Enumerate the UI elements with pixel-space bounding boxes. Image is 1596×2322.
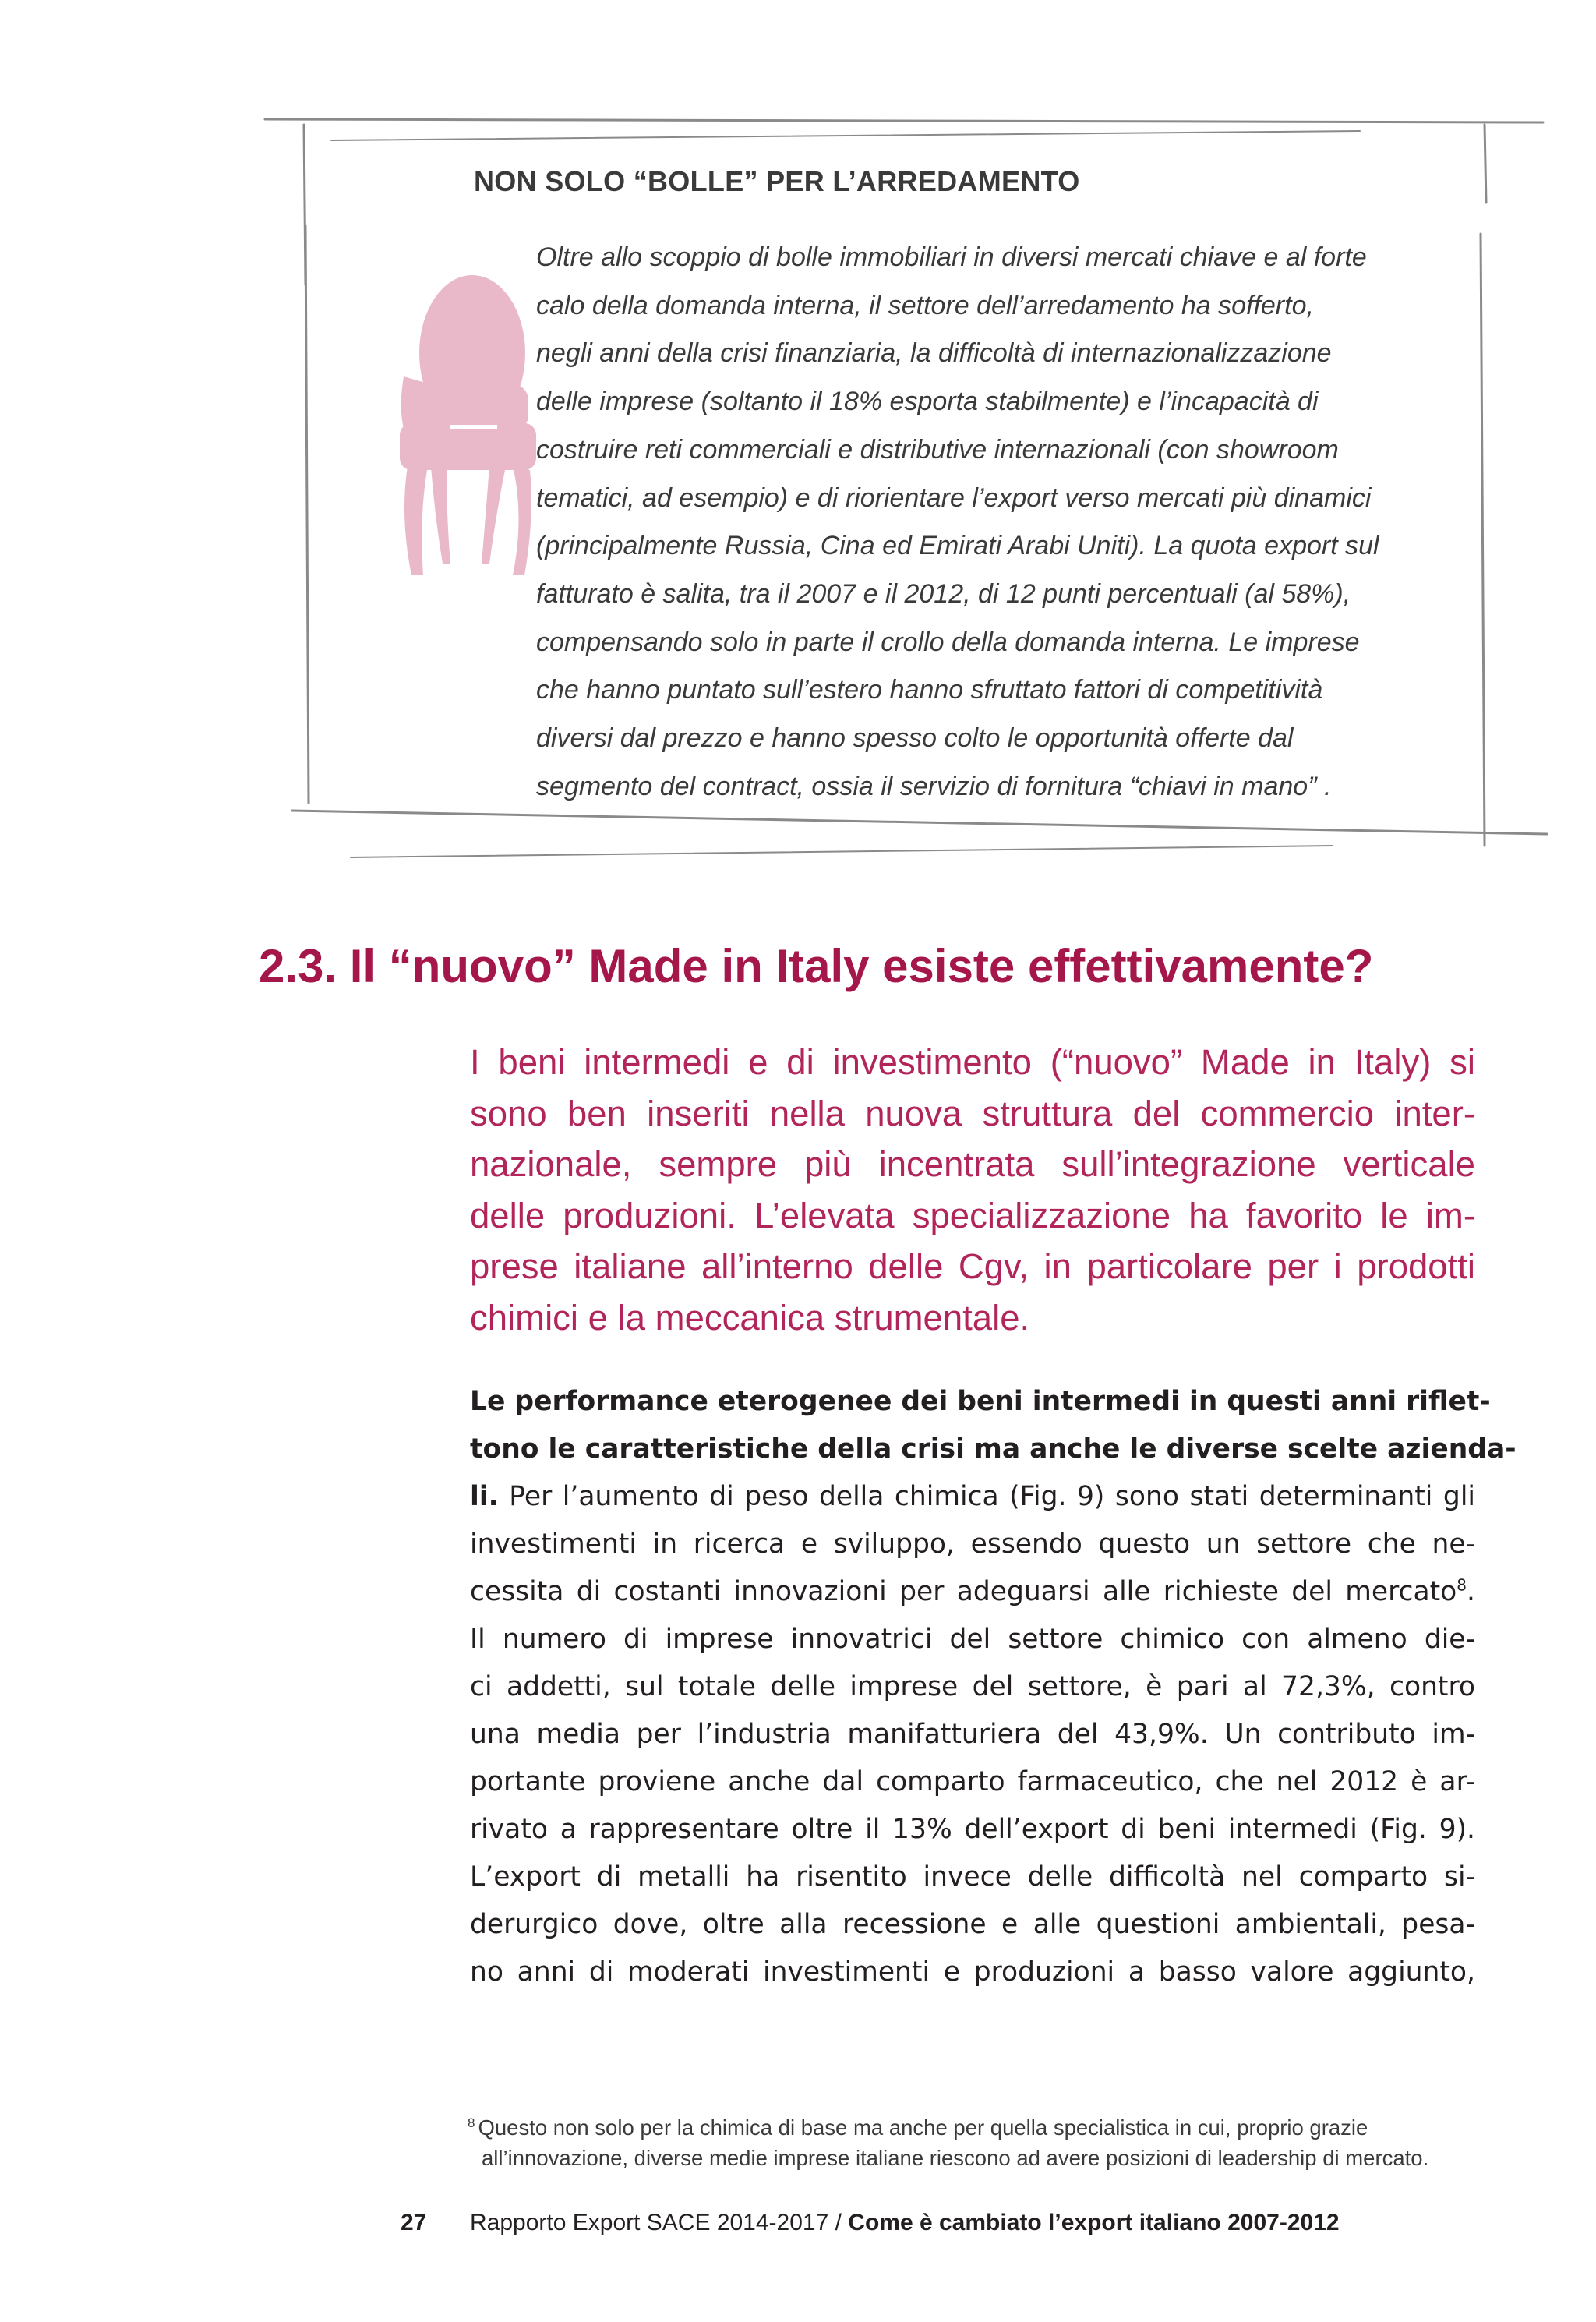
box-text-line: diversi dal prezzo e hanno spesso colto le opportunità offerte dal <box>536 723 1294 754</box>
body-line <box>470 1426 1517 1473</box>
footer-text <box>470 2210 1340 2236</box>
box-title: NON SOLO “BOLLE” PER L’ARREDAMENTO <box>474 165 1080 197</box>
body-line: investimenti in ricerca e sviluppo, essendo questo un settore che ne- <box>470 1529 1475 1560</box>
body-line: L’export di metalli ha risentito invece delle difficoltà nel comparto si- <box>470 1861 1475 1893</box>
box-text-line: calo della domanda interna, il settore dell’arredamento ha sofferto, <box>536 290 1314 320</box>
box-text-line: fatturato è salita, tra il 2007 e il 2012, di 12 punti percentuali (al 58%), <box>536 578 1351 609</box>
body-line: Il numero di imprese innovatrici del settore chimico con almeno die- <box>470 1624 1475 1655</box>
footnote-line <box>468 2112 1481 2143</box>
box-text-line: tematici, ad esempio) e di riorientare l’export verso mercati più dinamici <box>536 482 1372 513</box>
box-text-line: compensando solo in parte il crollo della domanda interna. Le imprese <box>536 627 1360 657</box>
lead-line: prese italiane all’interno delle Cgv, in particolare per i prodotti <box>470 1246 1475 1286</box>
box-text <box>536 234 1456 811</box>
box-text-line: che hanno puntato sull’estero hanno sfruttato fattori di competitività <box>536 675 1323 705</box>
lead-paragraph <box>470 1037 1475 1343</box>
box-text-line: (principalmente Russia, Cina ed Emirati Arabi Uniti). La quota export sul <box>536 531 1379 561</box>
page-number: 27 <box>401 2210 427 2235</box>
body-line: no anni di moderati investimenti e produzioni a basso valore aggiunto, <box>470 1956 1475 1988</box>
section-title: 2.3. Il “nuovo” Made in Italy esiste effettivamente? <box>259 940 1374 992</box>
body-line <box>470 1378 1491 1426</box>
box-text-line: Oltre allo scoppio di bolle immobiliari in diversi mercati chiave e al forte <box>536 242 1367 272</box>
body-line: una media per l’industria manifatturiera del 43,9%. Un contributo im- <box>470 1719 1475 1750</box>
footnote-reference[interactable]: 8 <box>1457 1575 1467 1595</box>
body-text: cessita di costanti innovazioni per adeguarsi alle richieste del mercato <box>470 1576 1457 1607</box>
lead-line: delle produzioni. L’elevata specializzazione ha favorito le im- <box>470 1195 1475 1235</box>
body-line: portante proviene anche dal comparto farmaceutico, che nel 2012 è ar- <box>470 1766 1475 1797</box>
body-bold-text: Le performance eterogenee dei beni intermedi in questi anni riflet- <box>470 1386 1491 1417</box>
footnote-text: Questo non solo per la chimica di base ma anche per quella specialistica in cui, proprio grazie <box>478 2115 1368 2140</box>
chair-icon <box>396 267 536 579</box>
box-text-line: negli anni della crisi finanziaria, la difficoltà di internazionalizzazione <box>536 338 1332 369</box>
body-text: . <box>1467 1576 1475 1607</box>
lead-line: nazionale, sempre più incentrata sull’integrazione verticale <box>470 1144 1475 1184</box>
footnote-line: all’innovazione, diverse medie imprese italiane riescono ad avere posizioni di leadership di mercato. <box>482 2146 1429 2170</box>
chapter-title: Come è cambiato l’export italiano 2007-2012 <box>848 2210 1340 2235</box>
lead-line: I beni intermedi e di investimento (“nuovo” Made in Italy) si <box>470 1042 1475 1082</box>
footnote-number: 8 <box>468 2115 475 2130</box>
body-line: rivato a rappresentare oltre il 13% dell’export di beni intermedi (Fig. 9). <box>470 1814 1475 1845</box>
body-line: derurgico dove, oltre alla recessione e alle questioni ambientali, pesa- <box>470 1909 1475 1940</box>
body-bold-text: li. <box>470 1481 499 1512</box>
body-line <box>470 1568 1475 1616</box>
body-paragraph <box>470 1378 1517 1996</box>
report-title: Rapporto Export SACE 2014-2017 / <box>470 2210 849 2235</box>
body-line: ci addetti, sul totale delle imprese del settore, è pari al 72,3%, contro <box>470 1671 1475 1702</box>
box-text-line: delle imprese (soltanto il 18% esporta stabilmente) e l’incapacità di <box>536 387 1319 417</box>
box-text-line: segmento del contract, ossia il servizio di fornitura “chiavi in mano” . <box>536 771 1332 801</box>
body-line <box>470 1473 1475 1521</box>
body-bold-text: tono le caratteristiche della crisi ma anche le diverse scelte azienda- <box>470 1433 1517 1465</box>
box-text-line: costruire reti commerciali e distributive internazionali (con showroom <box>536 434 1339 465</box>
footnote <box>468 2112 1481 2173</box>
lead-line: sono ben inseriti nella nuova struttura del commercio inter- <box>470 1093 1475 1133</box>
body-text: Per l’aumento di peso della chimica (Fig. 9) sono stati determinanti gli <box>498 1481 1475 1512</box>
lead-line: chimici e la meccanica strumentale. <box>470 1297 1030 1338</box>
